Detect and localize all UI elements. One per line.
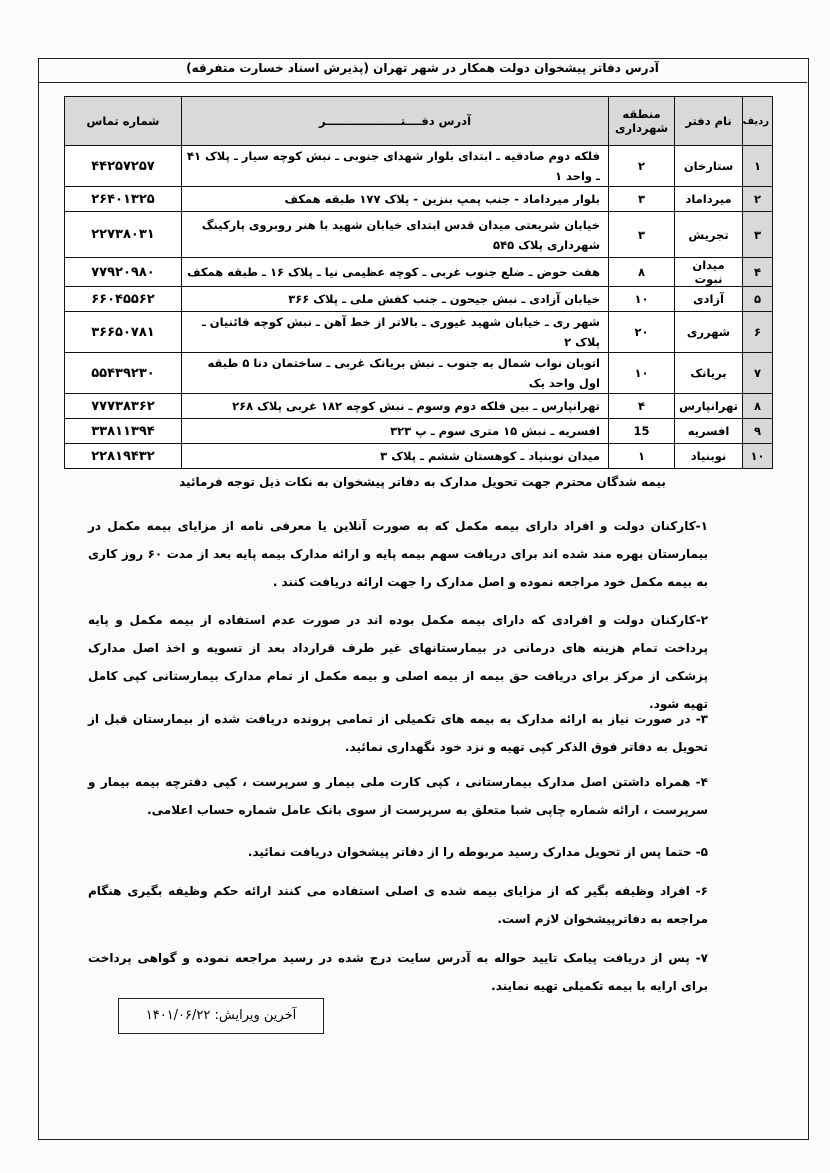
- office-name-cell: نوبنیاد: [675, 444, 743, 469]
- office-name-cell: آزادی: [675, 287, 743, 312]
- notice-paragraph-2: ۲-کارکنان دولت و افرادی که دارای بیمه مکمل بوده اند در صورت عدم استفاده از بیمه مکمل و پایه پرداخت تمام هزینه های درمانی در بیمارستانهای غیر طرف قرارداد بعد از تسویه و اخذ اصل مدارک پزشکی از مرکز برای دریافت حق بیمه از بیمه اصلی و بیمه مکمل از تمام مدارک بیمارستانی کپی کامل تهیه شود.: [88, 613, 708, 711]
- district-cell: ۱۰: [609, 353, 675, 394]
- phone-cell: ۶۶۰۴۵۵۶۲: [65, 287, 182, 312]
- notice-paragraph-7: ۷- پس از دریافت پیامک تایید حواله به آدرس سایت درج شده در رسید مراجعه نموده و گواهی پرداخت برای ارایه با بیمه تکمیلی تهیه نمایند.: [88, 951, 708, 993]
- header-address: آدرس دفــــتـــــــــــــــــــر: [182, 97, 609, 146]
- table-row: [65, 353, 773, 394]
- office-name-cell: میرداماد: [675, 187, 743, 212]
- header-row-number: ردیف: [743, 97, 773, 146]
- address-cell: میدان نوبنیاد ـ کوهستان ششم ـ پلاک ۳: [182, 444, 609, 469]
- phone-cell: ۴۴۲۵۷۲۵۷: [65, 146, 182, 187]
- district-cell: ۴: [609, 394, 675, 419]
- notice-paragraph-1: ۱-کارکنان دولت و افراد دارای بیمه مکمل که به صورت آنلاین یا معرفی نامه از مزایای بیمه مکمل در بیمارستان بهره مند شده اند برای دریافت سهم بیمه پایه و ارائه مدارک بیمه پایه بعد از مدت ۶۰ روز کاری به بیمه مکمل خود مراجعه نموده و اصل مدارک را جهت ارائه دریافت کنند .: [88, 519, 708, 589]
- district-cell: ۲۰: [609, 312, 675, 353]
- table-row: [65, 146, 773, 187]
- phone-cell: ۳۶۶۵۰۷۸۱: [65, 312, 182, 353]
- header-phone: شماره تماس: [65, 97, 182, 146]
- address-cell: شهر ری ـ خیابان شهید غیوری ـ بالاتر از خط آهن ـ نبش کوچه قائنیان ـ پلاک ۲: [182, 312, 609, 353]
- phone-cell: ۲۲۸۱۹۴۳۲: [65, 444, 182, 469]
- district-cell: ۱۰: [609, 287, 675, 312]
- table-row: [65, 187, 773, 212]
- row-number-cell: ۲: [743, 187, 773, 212]
- row-number-cell: ۱: [743, 146, 773, 187]
- office-name-cell: افسریه: [675, 419, 743, 444]
- notice-paragraph-6: ۶- افراد وظیفه بگیر که از مزایای بیمه شده ی اصلی استفاده می کنند ارائه حکم وظیفه بگیری هنگام مراجعه به دفاترپیشخوان لازم است.: [88, 884, 708, 926]
- district-cell: ۱: [609, 444, 675, 469]
- table-row: [65, 394, 773, 419]
- header-office-name: نام دفتر: [675, 97, 743, 146]
- office-name-cell: ستارخان: [675, 146, 743, 187]
- address-cell: خیابان آزادی ـ نبش جیحون ـ جنب کفش ملی ـ پلاک ۳۶۶: [182, 287, 609, 312]
- phone-cell: ۳۳۸۱۱۳۹۴: [65, 419, 182, 444]
- district-cell: ۳: [609, 187, 675, 212]
- table-row: [65, 258, 773, 287]
- district-cell: ۸: [609, 258, 675, 287]
- address-cell: اتوبان نواب شمال به جنوب ـ نبش بریانک غربی ـ ساختمان دنا ۵ طبقه اول واحد یک: [182, 353, 609, 394]
- table-row: [65, 312, 773, 353]
- table-row: [65, 444, 773, 469]
- row-number-cell: ۷: [743, 353, 773, 394]
- district-cell: ۳: [609, 212, 675, 258]
- offices-table: [64, 96, 773, 469]
- row-number-cell: ۴: [743, 258, 773, 287]
- page-title: آدرس دفاتر پیشخوان دولت همکار در شهر تهران (پذیرش اسناد خسارت متفرقه): [186, 61, 659, 75]
- address-cell: تهرانپارس ـ بین فلکه دوم وسوم ـ نبش کوچه ۱۸۲ غربی پلاک ۲۶۸: [182, 394, 609, 419]
- notice-paragraph-3: ۳- در صورت نیاز به ارائه مدارک به بیمه های تکمیلی از تمامی پرونده دریافت شده از بیمارستان قبل از تحویل به دفاتر فوق الذکر کپی تهیه و نزد خود نگهداری نمائید.: [88, 712, 708, 754]
- address-cell: بلوار میرداماد - جنب پمپ بنزین - پلاک ۱۷۷ طبقه همکف: [182, 187, 609, 212]
- phone-cell: ۷۷۷۳۸۳۶۲: [65, 394, 182, 419]
- table-row: [65, 419, 773, 444]
- phone-cell: ۷۷۹۲۰۹۸۰: [65, 258, 182, 287]
- phone-cell: ۵۵۴۳۹۲۳۰: [65, 353, 182, 394]
- phone-cell: ۲۶۴۰۱۳۲۵: [65, 187, 182, 212]
- address-cell: خیابان شریعتی میدان قدس ابتدای خیابان شهید با هنر روبروی پارکینگ شهرداری پلاک ۵۴۵: [182, 212, 609, 258]
- notice-paragraph-5: ۵- حتما پس از تحویل مدارک رسید مربوطه را از دفاتر پیشخوان دریافت نمائید.: [247, 845, 708, 859]
- phone-cell: ۲۲۷۳۸۰۳۱: [65, 212, 182, 258]
- row-number-cell: ۱۰: [743, 444, 773, 469]
- title-divider: [39, 82, 807, 83]
- table-row: [65, 287, 773, 312]
- address-cell: هفت حوض ـ ضلع جنوب غربی ـ کوچه عظیمی نیا ـ پلاک ۱۶ ـ طبقه همکف: [182, 258, 609, 287]
- office-name-cell: بریانک: [675, 353, 743, 394]
- row-number-cell: ۸: [743, 394, 773, 419]
- header-district: منطقه شهرداری: [609, 97, 675, 146]
- row-number-cell: ۵: [743, 287, 773, 312]
- address-cell: فلکه دوم صادقیه ـ ابتدای بلوار شهدای جنوبی ـ نبش کوچه سیار ـ پلاک ۴۱ ـ واحد ۱: [182, 146, 609, 187]
- address-cell: افسریه ـ نبش ۱۵ متری سوم ـ پ ۳۲۳: [182, 419, 609, 444]
- table-header-row: [65, 97, 773, 146]
- notice-heading: بیمه شدگان محترم جهت تحویل مدارک به دفاتر پیشخوان به نکات ذیل توجه فرمائید: [179, 475, 666, 489]
- last-edit-box: آخرین ویرایش: ۱۴۰۱/۰۶/۲۲: [118, 998, 324, 1034]
- row-number-cell: ۹: [743, 419, 773, 444]
- notice-paragraph-4: ۴- همراه داشتن اصل مدارک بیمارستانی ، کپی کارت ملی بیمار و سرپرست ، کپی دفترچه بیمه بیمار و سرپرست ، ارائه شماره چاپی شبا متعلق به سرپرست از سوی بانک عامل شماره حساب اعلامی.: [88, 775, 708, 817]
- office-name-cell: میدان نبوت: [675, 258, 743, 287]
- office-name-cell: تجریش: [675, 212, 743, 258]
- district-cell: 15: [609, 419, 675, 444]
- row-number-cell: ۶: [743, 312, 773, 353]
- table-row: [65, 212, 773, 258]
- district-cell: ۲: [609, 146, 675, 187]
- office-name-cell: شهرری: [675, 312, 743, 353]
- row-number-cell: ۳: [743, 212, 773, 258]
- office-name-cell: تهرانپارس: [675, 394, 743, 419]
